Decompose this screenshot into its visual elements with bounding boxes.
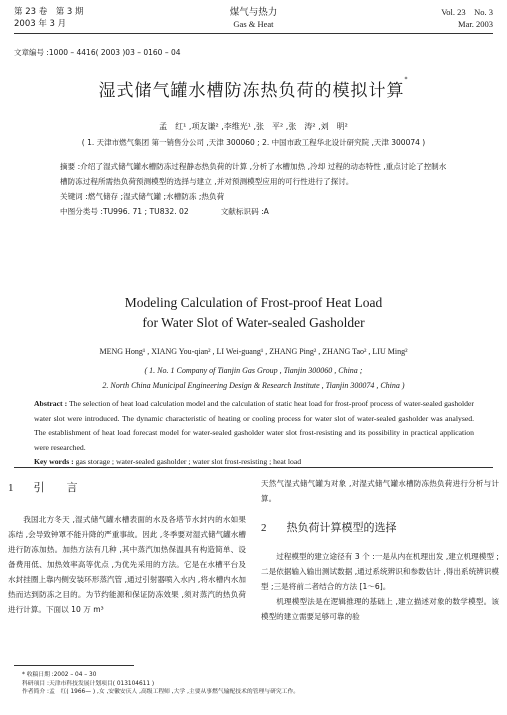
affiliation-en-2: 2. North China Municipal Engineering Design & Research Institute , Tianjin 300074 , China ) [102,381,405,390]
keywords-en-label: Key words : [34,457,74,467]
title-en-line-2: for Water Slot of Water-sealed Gasholder [142,315,365,330]
section-2-heading [261,520,499,536]
footnote-received: * 收稿日期 :2002 – 04 – 30 [22,672,97,678]
section-1-number: 1 [8,482,14,494]
section-2-title: 热负荷计算模型的选择 [286,521,397,534]
footnotes [22,671,492,697]
abstract-cn-text: 摘要 :介绍了湿式储气罐水槽防冻过程静态热负荷的计算 ,分析了水槽加热 ,冷却 过程的动态特性 ,重点讨论了控制水槽防冻过程所需热负荷预测模型的选择与建立 ,并对预测模型应用的可行性进行了探讨。 [60,162,447,186]
journal-name-cn: 煤气与热力 [229,7,278,18]
left-column [8,476,246,617]
footnote-fund: 科研项目 :天津市科技发展计划项目( 013104611 ) [22,680,155,687]
paper-title-en [0,293,507,333]
abstract-rule [14,467,493,468]
header-vol-en: Vol. 23 No. 3 [441,7,493,17]
affiliation-en [0,363,507,393]
affiliation-cn: ( 1. 天津市燃气集团 第一销售分公司 ,天津 300060 ; 2. 中国市政工程华北设计研究院 ,天津 300074 ) [81,138,426,147]
document-code: 文献标识码 :A [220,207,269,216]
authors-cn: 孟 红¹ ,项友谦² ,李维光¹ ,张 平² ,张 涛² ,刘 明² [159,122,348,131]
authors-en: MENG Hong¹ , XIANG You-qian² , LI Wei-guang¹ , ZHANG Ping² , ZHANG Tao² , LIU Ming² [99,347,408,356]
header-date-en: Mar. 2003 [458,18,493,29]
header-volume [441,7,493,30]
section-2-para-1: 过程模型的建立途径有 3 个 :一是从内在机理出发 ,建立机理模型 ;二是依据输入输出测试数据 ,通过系统辨识和参数估计 ,得出系统辨识模型 ;三是将前二者结合的方法 [1～6]。 [261,552,499,591]
paper-title-cn [0,76,507,101]
section-2-number: 2 [261,522,267,534]
header-issue-cn: 第 23 卷 第 3 期 [14,7,84,17]
header-rule [14,33,493,34]
classification-line [60,204,450,219]
section-1-title: 引 言 [33,481,78,494]
abstract-en [34,397,474,470]
abstract-cn [60,159,450,219]
right-column [261,476,499,624]
abstract-en-text: The selection of heat load calculation model and the calculation of static heat load for frost-proof process of water-sealed gasholder water slot were introduced. The dynamic characteristic of heating or cooling process for water slot of water-sealed gasholder was analysed. The establishment of heat load forecast model for water-sealed gasholder water slot frost-resisting and its possibility in practical application were researched. [34,399,474,452]
right-column-intro: 天然气湿式储气罐为对象 ,对湿式储气罐水槽防冻热负荷进行分析与计算。 [261,479,499,503]
title-en-line-1: Modeling Calculation of Frost-proof Heat Load [124,295,383,310]
article-number: 文章编号 :1000 – 4416( 2003 )03 – 0160 – 04 [14,48,181,57]
footnote-rule [14,665,134,666]
section-1-body: 我国北方冬天 ,湿式储气罐水槽表面的水及各塔节水封内的水如果冻结 ,会导致钟罩不能升降的严重事故。因此 ,冬季要对湿式储气罐水槽进行防冻加热。加热方法有几种 ,其中蒸汽加热保温具有构造简单、设备费用低、加热效率高等优点 ,为优先采用的方法。它是在水槽平台及水封挂圈上靠内侧安装环形蒸汽管 ,通过引射器喷入水内 ,将水槽内水加热而达到防冻之目的。为节约能源和保证防冻效果 ,须对蒸汽的热负荷进行计算。下面以 10 万 m³ [8,515,246,614]
header-journal [0,7,507,30]
abstract-en-label: Abstract : [34,399,68,408]
keywords-cn: 关键词 :燃气储存 ;湿式储气罐 ;水槽防冻 ;热负荷 [60,192,225,201]
header-date-cn: 2003 年 3 月 [14,18,67,29]
clc-number: 中图分类号 :TU996. 71 ; TU832. 02 [60,207,189,216]
keywords-en: gas storage ; water-sealed gasholder ; water slot frost-resisting ; heat load [75,457,302,467]
affiliation-en-1: ( 1. No. 1 Company of Tianjin Gas Group , Tianjin 300060 , China ; [144,366,363,375]
title-cn-text: 湿式储气罐水槽防冻热负荷的模拟计算 [98,81,405,101]
section-2-para-2: 机理模型法是在逻辑推理的基础上 ,建立描述对象的数学模型。该模型的建立需要足够可靠的验 [261,597,499,621]
journal-name-en: Gas & Heat [233,18,274,29]
section-1-heading [8,480,246,496]
footnote-author: 作者简介 :孟 红( 1966— ) ,女 ,安徽安庆人 ,高级工程师 ,大学 ,主要从事燃气输配技术的管理与研究工作。 [22,689,300,695]
title-footnote-mark: * [404,76,409,83]
